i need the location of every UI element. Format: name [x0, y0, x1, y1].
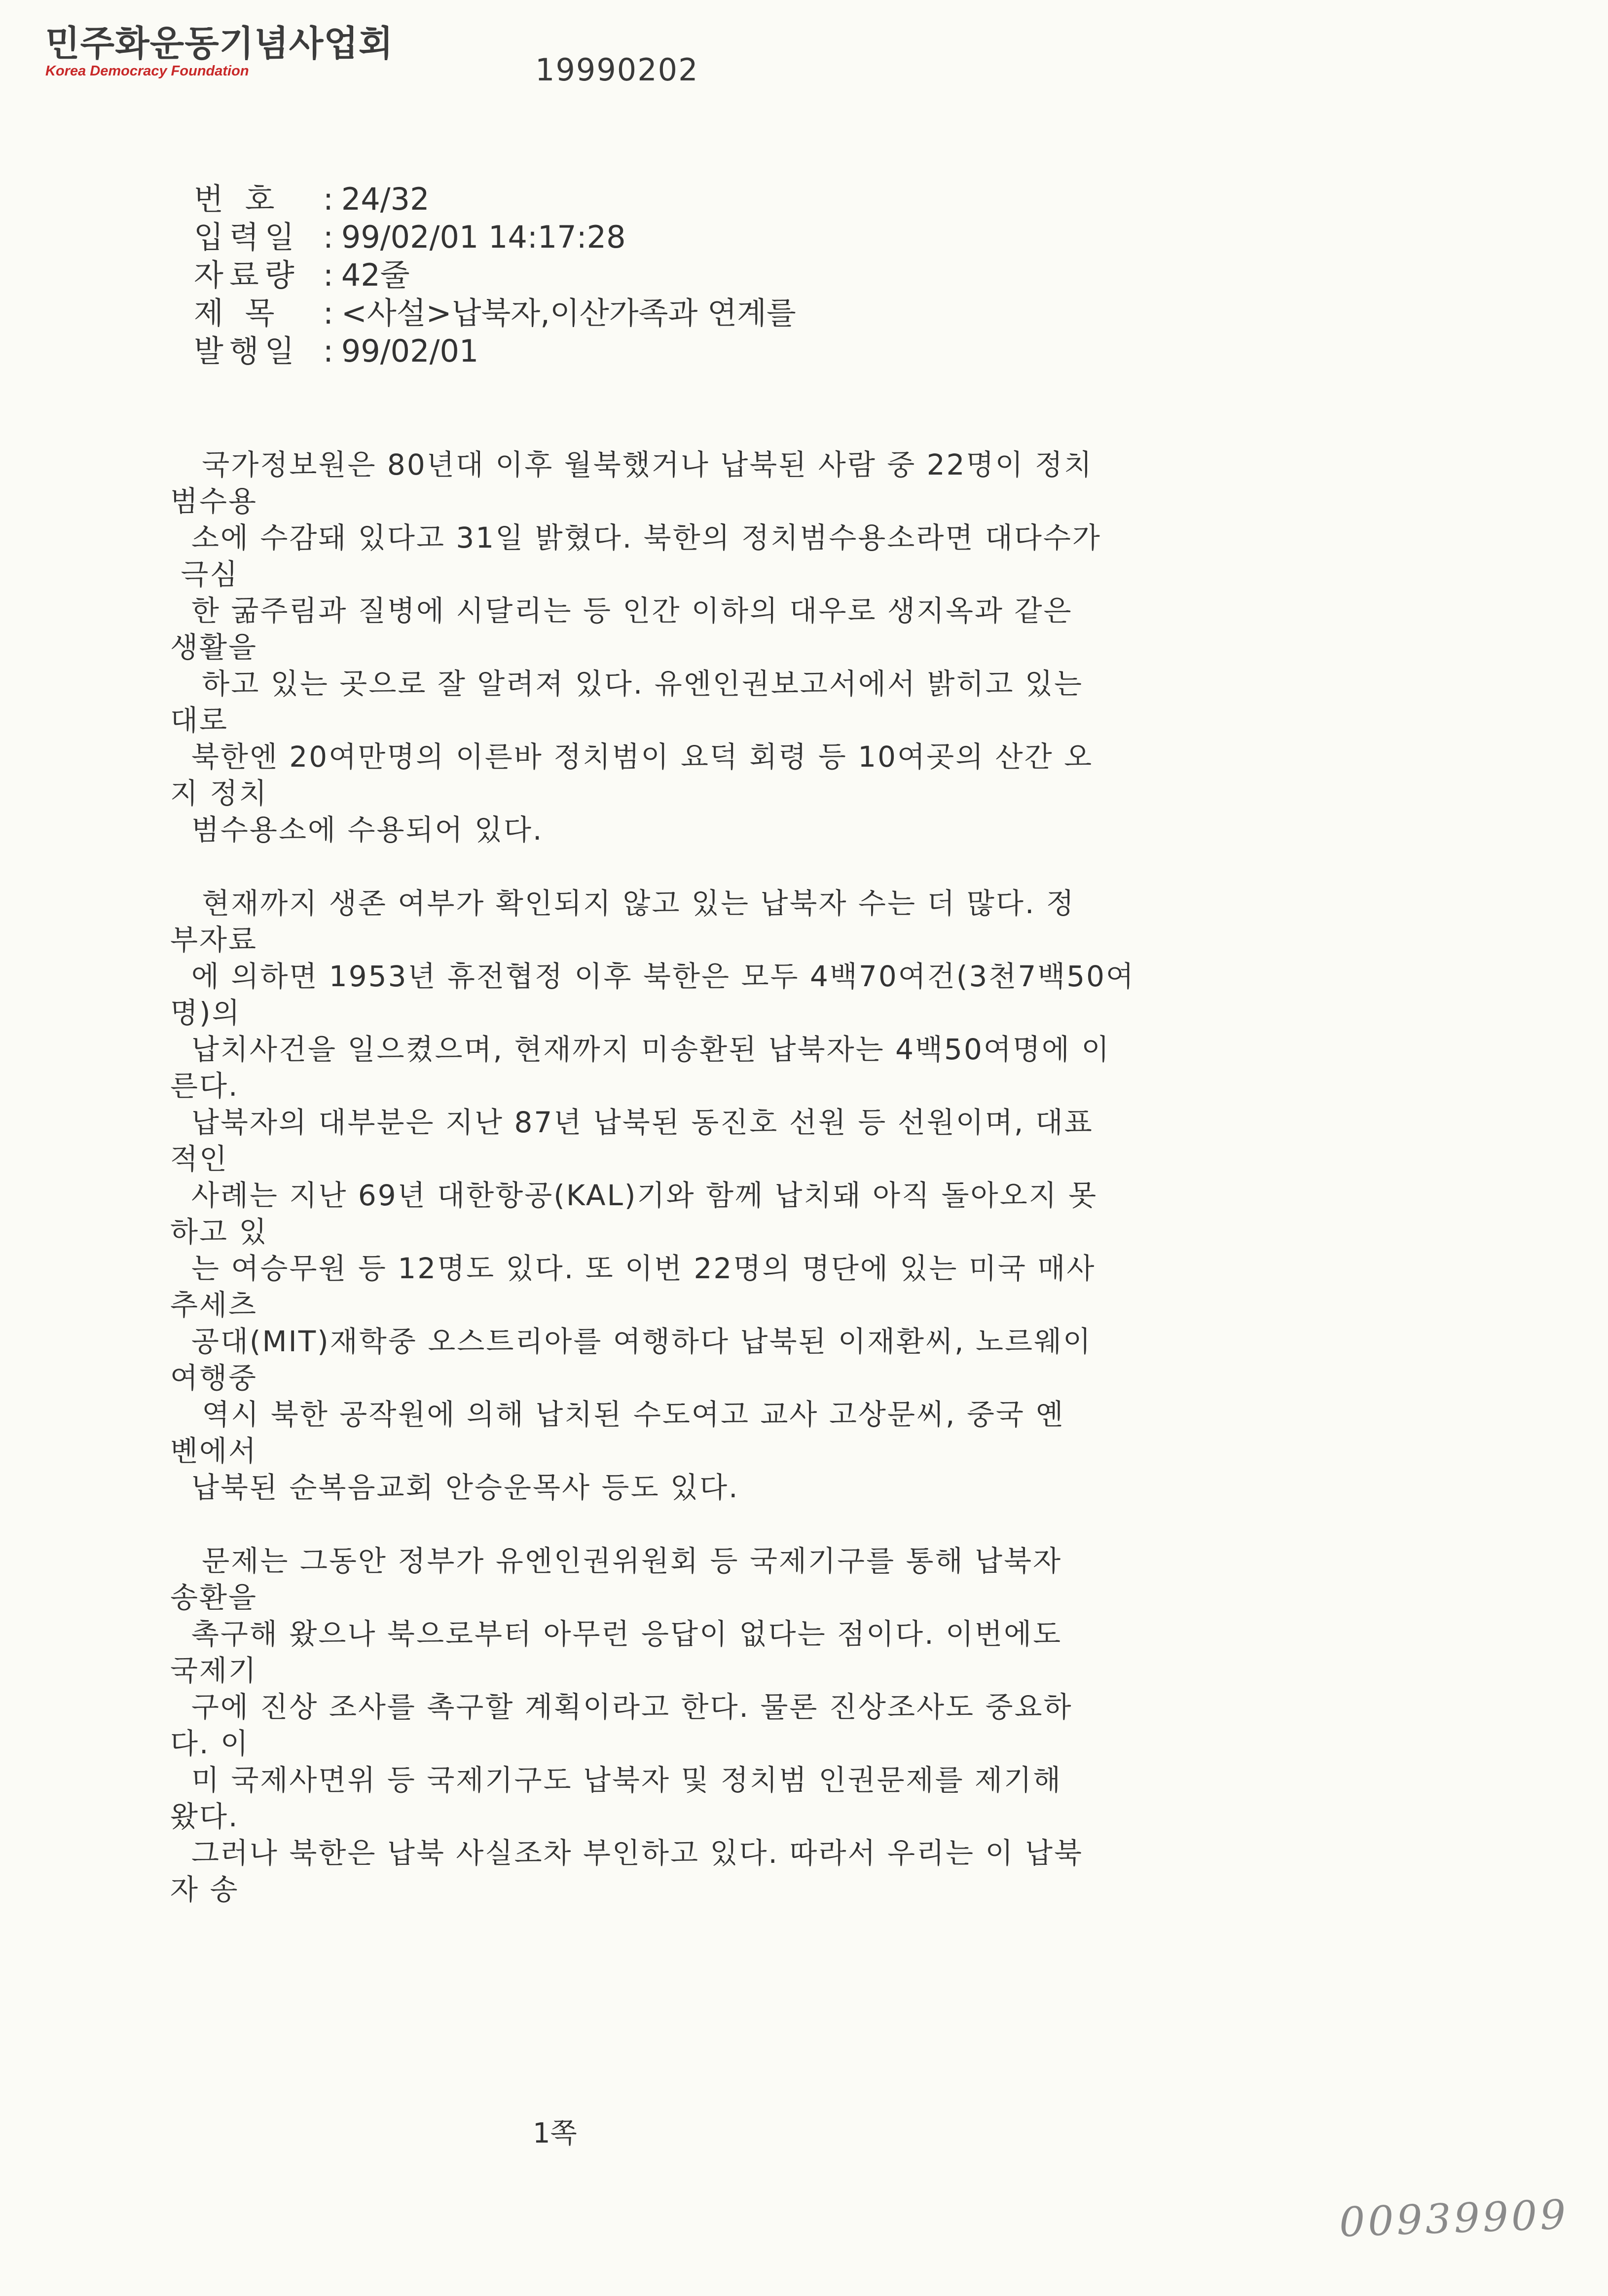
- metadata-colon: :: [323, 333, 333, 369]
- metadata-value: <사설>납북자,이산가족과 연계를: [341, 295, 796, 331]
- body-line: 명)의: [170, 996, 241, 1030]
- metadata-row: [194, 332, 796, 370]
- logo-korean-text: 민주화운동기념사업회: [45, 22, 394, 64]
- body-line: 사례는 지난 69년 대한항공(KAL)기와 함께 납치돼 아직 돌아오지 못: [170, 1179, 1098, 1212]
- body-line: 왔다.: [170, 1800, 239, 1833]
- body-line: 는 여승무원 등 12명도 있다. 또 이번 22명의 명단에 있는 미국 매사: [170, 1252, 1096, 1285]
- body-line: 하고 있는 곳으로 잘 알려져 있다. 유엔인권보고서에서 밝히고 있는: [170, 667, 1083, 701]
- body-line: 납치사건을 일으켰으며, 현재까지 미송환된 납북자는 4백50여명에 이: [170, 1033, 1111, 1066]
- metadata-key: 자료량: [194, 257, 300, 293]
- body-line: 소에 수감돼 있다고 31일 밝혔다. 북한의 정치범수용소라면 대다수가: [170, 521, 1101, 555]
- body-line: 현재까지 생존 여부가 확인되지 않고 있는 납북자 수는 더 많다. 정: [170, 887, 1075, 920]
- metadata-row: [194, 218, 796, 256]
- paragraph-gap: [170, 1506, 1305, 1543]
- body-line: 추세츠: [170, 1288, 258, 1322]
- body-line: 미 국제사면위 등 국제기구도 납북자 및 정치범 인권문제를 제기해: [170, 1763, 1062, 1797]
- body-line: 촉구해 왔으나 북으로부터 아무런 응답이 없다는 점이다. 이번에도: [170, 1617, 1062, 1651]
- article-body: [170, 446, 1305, 1908]
- body-line: 른다.: [170, 1069, 239, 1103]
- body-line: 문제는 그동안 정부가 유엔인권위원회 등 국제기구를 통해 납북자: [170, 1544, 1062, 1578]
- metadata-colon: :: [323, 257, 333, 293]
- metadata-key: 번 호: [194, 181, 281, 217]
- body-line: 대로: [170, 704, 229, 737]
- metadata-value: 42줄: [341, 257, 410, 293]
- body-line: 적인: [170, 1142, 229, 1176]
- body-line: 납북된 순복음교회 안승운목사 등도 있다.: [170, 1471, 739, 1504]
- archive-stamp: 00939909: [1338, 2191, 1570, 2247]
- metadata-value: 99/02/01 14:17:28: [341, 219, 626, 255]
- page-number: 1쪽: [533, 2117, 577, 2149]
- body-line: 공대(MIT)재학중 오스트리아를 여행하다 납북된 이재환씨, 노르웨이: [170, 1325, 1093, 1358]
- body-line: 다. 이: [170, 1727, 250, 1760]
- metadata-key: 제 목: [194, 295, 281, 331]
- metadata-row: [194, 294, 796, 332]
- metadata-value: 99/02/01: [341, 333, 479, 369]
- logo-english-text: Korea Democracy Foundation: [45, 63, 249, 79]
- document-id: 19990202: [535, 52, 699, 88]
- body-line: 북한엔 20여만명의 이른바 정치범이 요덕 회령 등 10여곳의 산간 오: [170, 740, 1094, 774]
- metadata-key: 발행일: [194, 333, 300, 369]
- body-line: 역시 북한 공작원에 의해 납치된 수도여고 교사 고상문씨, 중국 옌: [170, 1398, 1065, 1431]
- body-line: 여행중: [170, 1361, 258, 1395]
- body-line: 구에 진상 조사를 촉구할 계획이라고 한다. 물론 진상조사도 중요하: [170, 1690, 1073, 1724]
- body-line: 국가정보원은 80년대 이후 월북했거나 납북된 사람 중 22명이 정치: [170, 448, 1094, 481]
- body-line: 납북자의 대부분은 지난 87년 납북된 동진호 선원 등 선원이며, 대표: [170, 1106, 1094, 1139]
- body-line: 볜에서: [170, 1434, 258, 1468]
- paragraph-gap: [170, 848, 1305, 885]
- body-line: 송환을: [170, 1581, 258, 1614]
- body-line: 하고 있: [170, 1215, 268, 1249]
- body-line: 자 송: [170, 1873, 239, 1906]
- metadata-colon: :: [323, 219, 333, 255]
- body-line: 범수용소에 수용되어 있다.: [170, 813, 544, 847]
- body-line: 한 굶주림과 질병에 시달리는 등 인간 이하의 대우로 생지옥과 같은: [170, 594, 1073, 628]
- metadata-value: 24/32: [341, 181, 430, 217]
- foundation-logo: [45, 22, 394, 79]
- body-line: 생활을: [170, 630, 258, 664]
- metadata-colon: :: [323, 295, 333, 331]
- body-line: 지 정치: [170, 777, 268, 810]
- body-line: 국제기: [170, 1654, 258, 1687]
- body-line: 극심: [170, 557, 239, 591]
- metadata-row: [194, 180, 796, 218]
- body-line: 범수용: [170, 484, 258, 518]
- metadata-block: [194, 180, 796, 370]
- body-line: 부자료: [170, 923, 258, 957]
- metadata-key: 입력일: [194, 219, 300, 255]
- body-line: 그러나 북한은 납북 사실조차 부인하고 있다. 따라서 우리는 이 납북: [170, 1836, 1083, 1870]
- metadata-row: [194, 256, 796, 294]
- metadata-colon: :: [323, 181, 333, 217]
- body-line: 에 의하면 1953년 휴전협정 이후 북한은 모두 4백70여건(3천7백50여: [170, 960, 1135, 993]
